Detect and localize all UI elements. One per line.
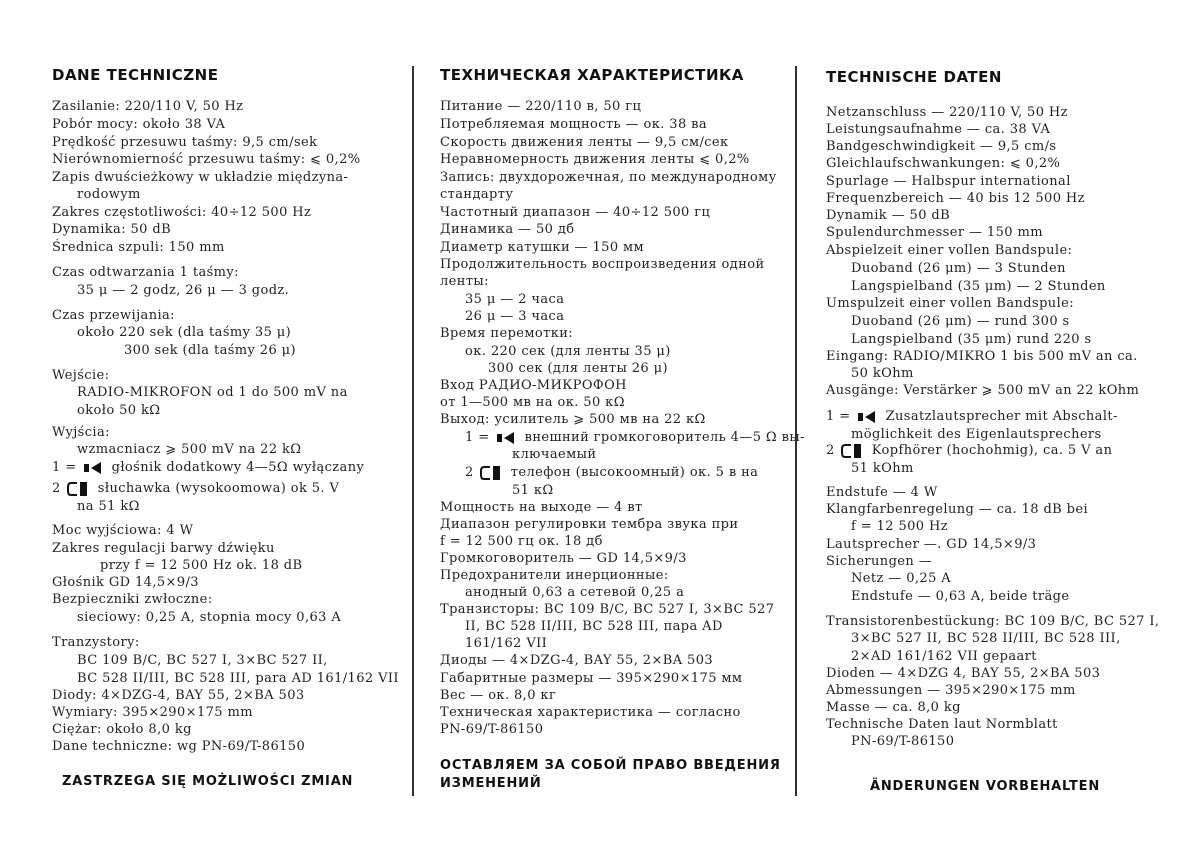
- spec-line: Скорость движения ленты — 9,5 см/сек: [440, 135, 729, 150]
- spec-line: Moc wyjściowa: 4 W: [52, 523, 194, 538]
- spec-line: Frequenzbereich — 40 bis 12 500 Hz: [826, 191, 1085, 206]
- speaker-symbol-icon: [857, 410, 877, 424]
- headphone-label: słuchawka (wysokoomowa) ok 5. V: [97, 481, 340, 496]
- spec-line: Предохранители инерционные:: [440, 568, 669, 583]
- spec-line: Leistungsaufnahme — ca. 38 VA: [826, 122, 1051, 137]
- spec-line: Głośnik GD 14,5×9/3: [52, 575, 199, 590]
- spec-line: Выход: усилитель ⩾ 500 мв на 22 кΩ: [440, 412, 706, 427]
- german-footer: ÄNDERUNGEN VORBEHALTEN: [870, 779, 1100, 794]
- spec-line: Вес — ок. 8,0 кг: [440, 688, 557, 703]
- spec-line: Продолжительность воспроизведения одной: [440, 257, 765, 272]
- headphone-symbol-icon: [480, 465, 502, 481]
- spec-line: 161/162 VII: [465, 636, 548, 651]
- output-number: 1 =: [826, 409, 851, 424]
- spec-line: Spulendurchmesser — 150 mm: [826, 225, 1043, 240]
- spec-line: Dane techniczne: wg PN-69/T-86150: [52, 739, 306, 754]
- spec-line: f = 12 500 гц ок. 18 дб: [440, 534, 603, 549]
- polish-heading: DANE TECHNICZNE: [52, 66, 219, 84]
- speaker-symbol-icon: [496, 431, 516, 445]
- spec-line: BC 109 B/C, BC 527 I, 3×BC 527 II,: [77, 653, 328, 668]
- spec-line: Bezpieczniki zwłoczne:: [52, 592, 213, 607]
- spec-line: 50 kOhm: [851, 366, 914, 381]
- spec-line: Dioden — 4×DZG 4, BAY 55, 2×BA 503: [826, 666, 1101, 681]
- spec-line: na 51 kΩ: [77, 499, 140, 514]
- spec-line: Zakres częstotliwości: 40÷12 500 Hz: [52, 205, 312, 220]
- spec-line: Dynamik — 50 dB: [826, 208, 951, 223]
- spec-line: Langspielband (35 μm) — 2 Stunden: [851, 279, 1106, 294]
- spec-line: Gleichlaufschwankungen: ⩽ 0,2%: [826, 156, 1061, 171]
- output-number: 2: [826, 443, 835, 458]
- headphone-label: Kopfhörer (hochohmig), ca. 5 V an: [871, 443, 1113, 458]
- spec-line: Zakres regulacji barwy dźwięku: [52, 541, 275, 556]
- spec-line: ключаемый: [512, 447, 597, 462]
- spec-line: wzmacniacz ⩾ 500 mV na 22 kΩ: [77, 442, 302, 457]
- spec-line: Громкоговоритель — GD 14,5×9/3: [440, 551, 687, 566]
- spec-line: Duoband (26 μm) — rund 300 s: [851, 314, 1070, 329]
- spec-line: 51 кΩ: [512, 483, 554, 498]
- spec-line: Wymiary: 395×290×175 mm: [52, 705, 253, 720]
- spec-line: Diody: 4×DZG-4, BAY 55, 2×BA 503: [52, 688, 305, 703]
- spec-line: 51 kOhm: [851, 461, 914, 476]
- spec-line: Bandgeschwindigkeit — 9,5 cm/s: [826, 139, 1057, 154]
- spec-line-headphone: [826, 442, 1112, 459]
- spec-line: Диаметр катушки — 150 мм: [440, 240, 645, 255]
- spec-line: około 220 sek (dla taśmy 35 μ): [77, 325, 292, 340]
- spec-line: Диапазон регулировки тембра звука при: [440, 517, 739, 532]
- spec-line-speaker: [465, 429, 805, 446]
- spec-line: Abmessungen — 395×290×175 mm: [826, 683, 1076, 698]
- spec-line: Umspulzeit einer vollen Bandspule:: [826, 296, 1075, 311]
- spec-line: Technische Daten laut Normblatt: [826, 717, 1058, 732]
- spec-line: Średnica szpuli: 150 mm: [52, 240, 225, 255]
- spec-line: Abspielzeit einer vollen Bandspule:: [826, 243, 1073, 258]
- spec-line: Диоды — 4×DZG-4, BAY 55, 2×BA 503: [440, 653, 714, 668]
- spec-line: стандарту: [440, 187, 514, 202]
- spec-line: Потребляемая мощность — ок. 38 ва: [440, 117, 708, 132]
- spec-line: 35 μ — 2 godz, 26 μ — 3 godz.: [77, 283, 290, 298]
- spec-line: Ciężar: około 8,0 kg: [52, 722, 192, 737]
- spec-line: BC 528 II/III, BC 528 III, para AD 161/162 VII: [77, 671, 399, 686]
- spec-line: 3×BC 527 II, BC 528 II/III, BC 528 III,: [851, 631, 1121, 646]
- spec-line: анодный 0,63 а сетевой 0,25 а: [465, 585, 685, 600]
- russian-footer-line: ИЗМЕНЕНИЙ: [440, 776, 542, 791]
- output-number: 2: [52, 481, 61, 496]
- spec-line: Klangfarbenregelung — ca. 18 dB bei: [826, 502, 1089, 517]
- spec-line: Wyjścia:: [52, 425, 110, 440]
- spec-line: Ausgänge: Verstärker ⩾ 500 mV an 22 kOhm: [826, 383, 1140, 398]
- spec-line: ок. 220 сек (для ленты 35 μ): [465, 344, 671, 359]
- spec-line: PN-69/T-86150: [851, 734, 955, 749]
- spec-line: Время перемотки:: [440, 326, 574, 341]
- spec-line: Eingang: RADIO/MIKRO 1 bis 500 mV an ca.: [826, 349, 1138, 364]
- spec-line: от 1—500 мв на ок. 50 кΩ: [440, 395, 625, 410]
- spec-line: około 50 kΩ: [77, 403, 161, 418]
- spec-line: Транзисторы: BC 109 B/C, BC 527 I, 3×BC 527: [440, 602, 775, 617]
- spec-line: Netzanschluss — 220/110 V, 50 Hz: [826, 105, 1068, 120]
- polish-footer: ZASTRZEGA SIĘ MOŻLIWOŚCI ZMIAN: [62, 774, 354, 789]
- spec-line: sieciowy: 0,25 A, stopnia mocy 0,63 A: [77, 610, 342, 625]
- spec-line: Langspielband (35 μm) rund 220 s: [851, 332, 1092, 347]
- spec-line: Zapis dwuścieżkowy w układzie międzyna-: [52, 170, 349, 185]
- headphone-label: телефон (высокоомный) ок. 5 в на: [510, 465, 759, 480]
- spec-line: Spurlage — Halbspur international: [826, 174, 1071, 189]
- spec-line: Мощность на выходе — 4 вт: [440, 500, 643, 515]
- output-number: 1 =: [465, 430, 490, 445]
- headphone-symbol-icon: [67, 481, 89, 497]
- spec-line: Masse — ca. 8,0 kg: [826, 700, 961, 715]
- column-divider: [412, 66, 414, 796]
- spec-line: Lautsprecher —. GD 14,5×9/3: [826, 537, 1037, 552]
- spec-line: RADIO-MIKROFON od 1 do 500 mV na: [77, 385, 348, 400]
- spec-line: Tranzystory:: [52, 635, 140, 650]
- headphone-symbol-icon: [841, 443, 863, 459]
- spec-line-speaker: [826, 408, 1118, 425]
- spec-line: Неравномерность движения ленты ⩽ 0,2%: [440, 152, 750, 167]
- russian-heading: ТЕХНИЧЕСКАЯ ХАРАКТЕРИСТИКА: [440, 66, 744, 84]
- spec-line: 300 сек (для ленты 26 μ): [488, 361, 668, 376]
- spec-line: 35 μ — 2 часа: [465, 292, 565, 307]
- spec-line: 2×AD 161/162 VII gepaart: [851, 649, 1037, 664]
- spec-line: Netz — 0,25 A: [851, 571, 952, 586]
- spec-line: Endstufe — 4 W: [826, 485, 938, 500]
- speaker-label: głośnik dodatkowy 4—5Ω wyłączany: [111, 460, 365, 475]
- spec-line: Prędkość przesuwu taśmy: 9,5 cm/sek: [52, 135, 318, 150]
- spec-line: II, BC 528 II/III, BC 528 III, пара AD: [465, 619, 723, 634]
- spec-line: ленты:: [440, 274, 489, 289]
- spec-line-headphone: [52, 480, 339, 497]
- spec-line: Динамика — 50 дб: [440, 222, 575, 237]
- spec-line: Sicherungen —: [826, 554, 933, 569]
- spec-line: Endstufe — 0,63 A, beide träge: [851, 589, 1070, 604]
- russian-footer-line: ОСТАВЛЯЕМ ЗА СОБОЙ ПРАВО ВВЕДЕНИЯ: [440, 758, 781, 773]
- spec-line: 26 μ — 3 часа: [465, 309, 565, 324]
- spec-line: Transistorenbestückung: BC 109 B/C, BC 527 I,: [826, 614, 1160, 629]
- speaker-label: Zusatzlautsprecher mit Abschalt-: [885, 409, 1118, 424]
- spec-line: Техническая характеристика — согласно: [440, 705, 741, 720]
- spec-line: przy f = 12 500 Hz ok. 18 dB: [100, 558, 303, 573]
- output-number: 1 =: [52, 460, 77, 475]
- spec-line: Частотный диапазон — 40÷12 500 гц: [440, 205, 711, 220]
- speaker-label: внешний громкоговоритель 4—5 Ω вы-: [524, 430, 805, 445]
- speaker-symbol-icon: [83, 461, 103, 475]
- spec-line: Duoband (26 μm) — 3 Stunden: [851, 261, 1066, 276]
- german-heading: TECHNISCHE DATEN: [826, 68, 1002, 86]
- spec-line: Габаритные размеры — 395×290×175 мм: [440, 671, 743, 686]
- spec-line: Czas odtwarzania 1 taśmy:: [52, 265, 239, 280]
- spec-line: Pobór mocy: około 38 VA: [52, 117, 226, 132]
- spec-line: möglichkeit des Eigenlautsprechers: [851, 427, 1102, 442]
- spec-line: Wejście:: [52, 368, 110, 383]
- spec-line: Вход РАДИО-МИКРОФОН: [440, 378, 627, 393]
- spec-line: rodowym: [77, 187, 141, 202]
- spec-line: f = 12 500 Hz: [851, 519, 948, 534]
- spec-line: 300 sek (dla taśmy 26 μ): [124, 343, 296, 358]
- spec-line: Dynamika: 50 dB: [52, 222, 172, 237]
- spec-line: Питание — 220/110 в, 50 гц: [440, 99, 642, 114]
- spec-line: PN-69/T-86150: [440, 722, 544, 737]
- spec-line: Czas przewijania:: [52, 308, 175, 323]
- spec-line: Nierównomierność przesuwu taśmy: ⩽ 0,2%: [52, 152, 361, 167]
- spec-line: Запись: двухдорожечная, по международному: [440, 170, 777, 185]
- spec-line: Zasilanie: 220/110 V, 50 Hz: [52, 99, 244, 114]
- spec-line-speaker: [52, 459, 364, 476]
- spec-line-headphone: [465, 464, 758, 481]
- output-number: 2: [465, 465, 474, 480]
